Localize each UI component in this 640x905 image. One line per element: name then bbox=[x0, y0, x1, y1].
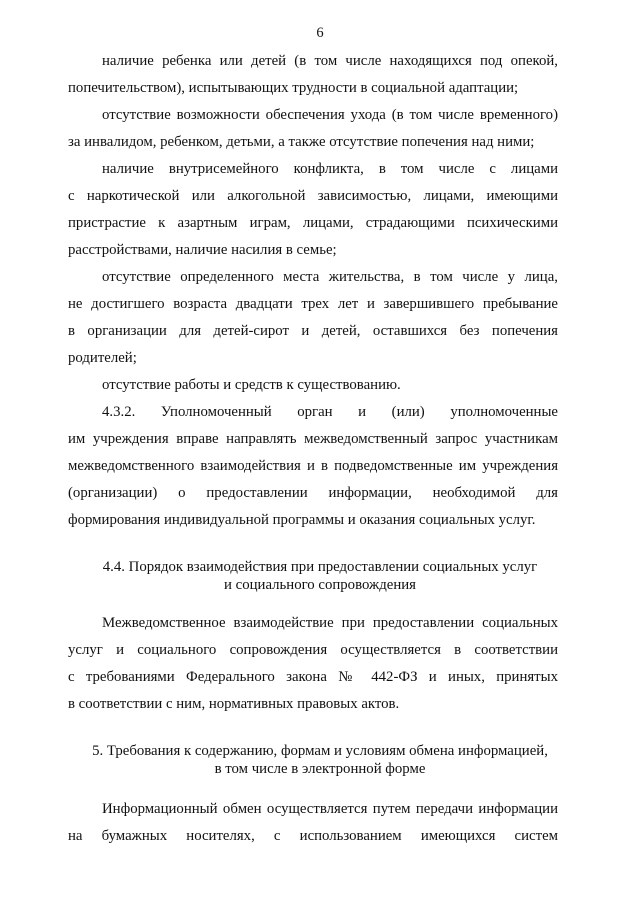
text-line: пристрастие к азартным играм, лицами, страдающими психическими bbox=[68, 215, 558, 231]
section-heading-line: и социального сопровождения bbox=[224, 577, 416, 593]
text-line: расстройствами, наличие насилия в семье; bbox=[68, 242, 337, 258]
text-line: не достигшего возраста двадцати трех лет и завершившего пребывание bbox=[68, 296, 558, 312]
text-line: межведомственного взаимодействия и в подведомственные им учреждения bbox=[68, 458, 558, 474]
text-line: Информационный обмен осуществляется путем передачи информации bbox=[102, 801, 558, 817]
text-line: с наркотической или алкогольной зависимостью, лицами, имеющими bbox=[68, 188, 558, 204]
text-line: на бумажных носителях, с использованием имеющихся систем bbox=[68, 828, 558, 844]
text-line: 4.3.2. Уполномоченный орган и (или) уполномоченные bbox=[102, 404, 558, 420]
text-line: за инвалидом, ребенком, детьми, а также отсутствие попечения над ними; bbox=[68, 134, 535, 150]
section-heading-line: 5. Требования к содержанию, формам и условиям обмена информацией, bbox=[92, 743, 548, 759]
page-number: 6 bbox=[316, 25, 324, 41]
text-line: Межведомственное взаимодействие при предоставлении социальных bbox=[102, 615, 558, 631]
text-line: родителей; bbox=[68, 350, 137, 366]
text-line: с требованиями Федерального закона № 442-ФЗ и иных, принятых bbox=[68, 669, 558, 685]
section-heading-line: 4.4. Порядок взаимодействия при предоставлении социальных услуг bbox=[102, 559, 538, 575]
text-line: отсутствие определенного места жительства, в том числе у лица, bbox=[102, 269, 558, 285]
text-line: в соответствии с ним, нормативных правовых актов. bbox=[68, 696, 400, 712]
text-line: попечительством), испытывающих трудности в социальной адаптации; bbox=[68, 80, 519, 96]
section-heading-line: в том числе в электронной форме bbox=[214, 761, 426, 777]
text-line: отсутствие работы и средств к существованию. bbox=[102, 377, 401, 393]
text-line: наличие внутрисемейного конфликта, в том числе с лицами bbox=[102, 161, 558, 177]
text-line: отсутствие возможности обеспечения ухода (в том числе временного) bbox=[102, 107, 558, 123]
text-line: наличие ребенка или детей (в том числе находящихся под опекой, bbox=[102, 53, 558, 69]
text-line: формирования индивидуальной программы и оказания социальных услуг. bbox=[68, 512, 536, 528]
text-line: им учреждения вправе направлять межведомственный запрос участникам bbox=[68, 431, 558, 447]
text-line: услуг и социального сопровождения осуществляется в соответствии bbox=[68, 642, 558, 658]
text-line: в организации для детей-сирот и детей, оставшихся без попечения bbox=[68, 323, 558, 339]
text-line: (организации) о предоставлении информации, необходимой для bbox=[68, 485, 558, 501]
